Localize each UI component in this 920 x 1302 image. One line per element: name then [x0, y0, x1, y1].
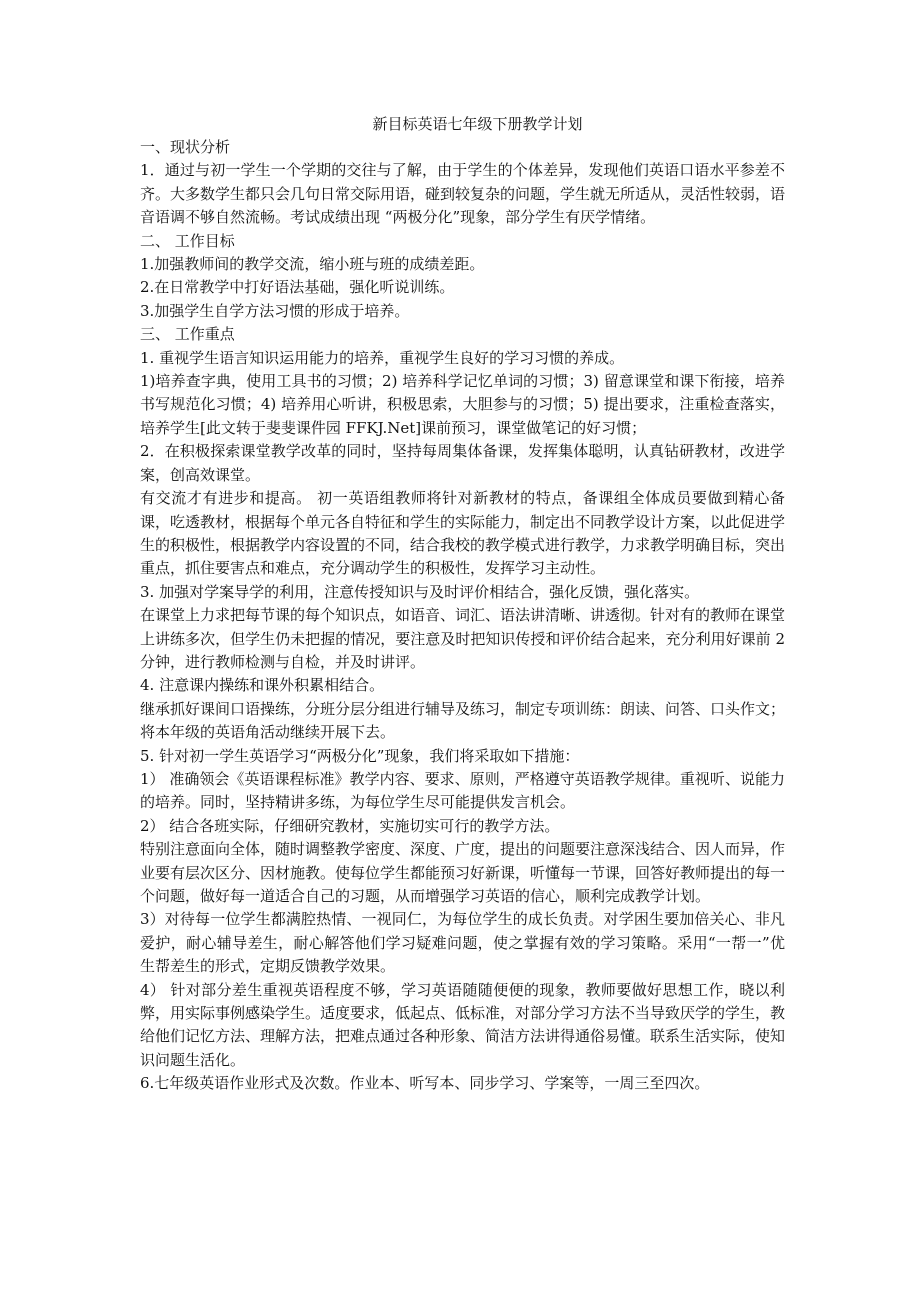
document-title: 新目标英语七年级下册教学计划	[372, 115, 583, 133]
list-item: 1.加强教师间的教学交流，缩小班与班的成绩差距。	[140, 255, 485, 274]
list-item: 2.在日常教学中打好语法基础，强化听说训练。	[140, 278, 455, 297]
paragraph: 1．通过与初一学生一个学期的交往与了解，由于学生的个体差异，发现他们英语口语水平参差不齐。大多数学生都只会几句日常交际用语，碰到较复杂的问题，学生就无所适从，灵活性较弱，语音语调不够自然流畅。考试成绩出现 “两极分化”现象，部分学生有厌学情绪。	[140, 161, 786, 227]
sub-list-item: 2） 结合各班实际，仔细研究教材，实施切实可行的教学方法。	[140, 816, 560, 835]
list-item: 5. 针对初一学生英语学习“两极分化”现象，我们将采取如下措施：	[140, 746, 580, 765]
paragraph: 在课堂上力求把每节课的每个知识点，如语音、词汇、语法讲清晰、讲透彻。针对有的教师在课堂上讲练多次，但学生仍未把握的情况，要注意及时把知识传授和评价结合起来，充分利用好课前 2 分钟，进行教师检测与自检，并及时讲评。	[140, 606, 786, 671]
paragraph: 特别注意面向全体，随时调整教学密度、深度、广度，提出的问题要注意深浅结合、因人而异，作业要有层次区分、因材施教。使每位学生都能预习好新课，听懂每一节课，回答好教师提出的每一个问题，做好每一道适合自己的习题，从而增强学习英语的信心，顺利完成教学计划。	[140, 840, 786, 905]
list-item: 2．在积极探索课堂教学改革的同时，坚持每周集体备课，发挥集体聪明，认真钻研教材，改进学案，创高效课堂。	[140, 442, 785, 484]
paragraph: 1)培养查字典，使用工具书的习惯；2) 培养科学记忆单词的习惯；3) 留意课堂和课下衔接，培养书写规范化习惯；4) 培养用心听讲，积极思索，大胆参与的习惯；5) 提出要求，注重检查落实，培养学生[此文转于斐斐课件园 FFKJ.Net]课前预习，课堂做笔记的好习惯；	[140, 372, 785, 437]
list-item: 6.七年级英语作业形式及次数。作业本、听写本、同步学习、学案等，一周三至四次。	[140, 1074, 710, 1093]
section-heading-goals: 二、 工作目标	[140, 231, 235, 250]
section-heading-focus: 三、 工作重点	[140, 325, 235, 344]
document-page	[140, 112, 785, 1096]
sub-list-item: 3）对待每一位学生都满腔热情、一视同仁，为每位学生的成长负责。对学困生要加倍关心、非凡爱护，耐心辅导差生，耐心解答他们学习疑难问题，使之掌握有效的学习策略。采用“一帮一”优生帮差生的形式，定期反馈教学效果。	[140, 910, 785, 976]
paragraph: 有交流才有进步和提高。 初一英语组教师将针对新教材的特点，备课组全体成员要做到精心备课，吃透教材，根据每个单元各自特征和学生的实际能力，制定出不同教学设计方案，以此促进学生的积极性，根据教学内容设置的不同，结合我校的教学模式进行教学，力求教学明确目标，突出重点，抓住要害点和难点，充分调动学生的积极性，发挥学习主动性。	[140, 489, 786, 578]
list-item: 3.加强学生自学方法习惯的形成于培养。	[140, 301, 410, 320]
sub-list-item: 1） 准确领会《英语课程标准》教学内容、要求、原则，严格遵守英语教学规律。重视听、说能力的培养。同时，坚持精讲多练，为每位学生尽可能提供发言机会。	[140, 769, 785, 812]
section-heading-status: 一、现状分析	[140, 138, 231, 156]
list-item: 1. 重视学生语言知识运用能力的培养，重视学生良好的学习习惯的养成。	[140, 348, 625, 367]
list-item: 3. 加强对学案导学的利用，注意传授知识与及时评价相结合，强化反馈，强化落实。	[140, 582, 700, 601]
list-item: 4. 注意课内操练和课外积累相结合。	[140, 676, 385, 695]
paragraph: 继承抓好课间口语操练，分班分层分组进行辅导及练习，制定专项训练：朗读、问答、口头作文；将本年级的英语角活动继续开展下去。	[140, 699, 786, 742]
sub-list-item: 4） 针对部分差生重视英语程度不够，学习英语随随便便的现象，教师要做好思想工作，晓以利弊，用实际事例感染学生。适度要求，低起点、低标准，对部分学习方法不当导致厌学的学生，教给他们记忆方法、理解方法，把难点通过各种形象、简洁方法讲得通俗易懂。联系生活实际，使知识问题生活化。	[140, 980, 786, 1069]
